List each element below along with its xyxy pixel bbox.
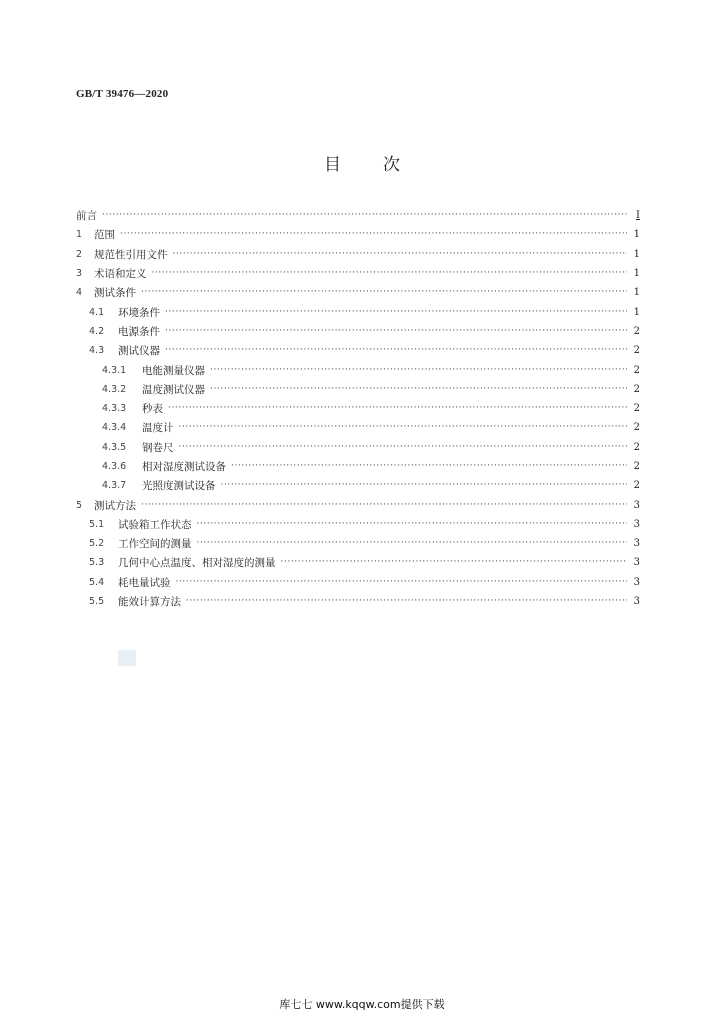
- toc-entry[interactable]: [76, 553, 640, 572]
- toc-entry[interactable]: [76, 283, 640, 302]
- toc-label: 术语和定义: [94, 268, 147, 281]
- toc-page-number: 2: [633, 441, 640, 453]
- toc-leader-dots: [176, 578, 628, 587]
- toc-number: 5.3: [89, 557, 105, 569]
- toc-title-char-1: 目: [324, 155, 341, 175]
- toc-page-number: 2: [633, 403, 640, 415]
- toc-leader-dots: [120, 230, 627, 239]
- toc-entry[interactable]: [76, 302, 640, 321]
- toc-entry[interactable]: [76, 418, 640, 437]
- toc-leader-dots: [168, 404, 627, 413]
- toc-entry[interactable]: [76, 225, 640, 244]
- toc-number: 4.3.2: [102, 383, 127, 395]
- toc-title: [0, 150, 724, 175]
- toc-page-number: 3: [633, 557, 640, 569]
- toc-page-number: 1: [633, 268, 640, 280]
- toc-label: 光照度测试设备: [142, 480, 216, 493]
- toc-leader-dots: [231, 462, 627, 471]
- toc-leader-dots: [221, 481, 628, 490]
- toc-number: 4.2: [89, 325, 105, 337]
- toc-entry[interactable]: [76, 264, 640, 283]
- toc-label: 温度测试仪器: [142, 383, 205, 396]
- toc-label: 温度计: [142, 422, 174, 435]
- toc-page-number: 3: [633, 576, 640, 588]
- toc-label: 测试条件: [94, 287, 136, 300]
- toc-entry[interactable]: [76, 592, 640, 611]
- toc-page-number: 1: [633, 287, 640, 299]
- toc-page-number: 3: [633, 518, 640, 530]
- toc-label: 试验箱工作状态: [118, 518, 192, 531]
- toc-label: 钢卷尺: [142, 441, 174, 454]
- toc-entry[interactable]: [76, 534, 640, 553]
- toc-label: 相对湿度测试设备: [142, 461, 226, 473]
- toc-page-number: 1: [633, 248, 640, 260]
- toc-leader-dots: [210, 366, 627, 375]
- toc-title-char-2: 次: [383, 155, 400, 175]
- toc-page-number: 2: [633, 422, 640, 434]
- toc-page-number: 2: [633, 325, 640, 337]
- toc-entry[interactable]: [76, 341, 640, 360]
- toc-page-number: 2: [633, 364, 640, 376]
- toc-leader-dots: [197, 520, 628, 529]
- toc-label: 能效计算方法: [118, 596, 181, 609]
- toc-label: 规范性引用文件: [94, 248, 168, 261]
- toc-number: 5.4: [89, 576, 105, 588]
- toc-leader-dots: [210, 385, 627, 394]
- toc-number: 4.3.3: [102, 403, 127, 415]
- toc-number: 4.3.5: [102, 441, 127, 453]
- toc-page-number: 3: [633, 538, 640, 550]
- toc-entry[interactable]: [76, 399, 640, 418]
- toc-leader-dots: [165, 327, 627, 336]
- toc-leader-dots: [179, 443, 628, 452]
- standard-code: GB/T 39476—2020: [76, 88, 169, 100]
- toc-leader-dots: [173, 250, 628, 259]
- toc-page-number: 2: [633, 480, 640, 492]
- toc-leader-dots: [141, 288, 627, 297]
- toc-number: 4.3.6: [102, 461, 127, 472]
- toc-label: 前言: [76, 210, 97, 223]
- toc-page-number: 3: [633, 499, 640, 511]
- toc-number: 4.3: [89, 345, 105, 357]
- toc-label: 范围: [94, 229, 115, 242]
- toc-label: 几何中心点温度、相对湿度的测量: [118, 557, 276, 570]
- toc-label: 环境条件: [118, 306, 160, 319]
- toc-entry[interactable]: [76, 457, 640, 476]
- toc-page-number: Ⅰ: [636, 210, 640, 222]
- toc-page-number: 1: [633, 306, 640, 318]
- toc-number: 4.3.4: [102, 422, 127, 434]
- toc-entry[interactable]: [76, 322, 640, 341]
- toc-entry[interactable]: [76, 495, 640, 514]
- footer-download-notice: 库七七 www.kqqw.com提供下载: [279, 998, 445, 1011]
- toc-label: 秒表: [142, 403, 163, 416]
- toc-number: 4.3.1: [102, 364, 127, 376]
- toc-number: 2: [76, 248, 83, 260]
- toc-leader-dots: [186, 597, 627, 606]
- toc-page-number: 1: [633, 229, 640, 241]
- toc-page-number: 2: [633, 461, 640, 472]
- toc-number: 1: [76, 229, 83, 241]
- toc-entry[interactable]: [76, 438, 640, 457]
- watermark-logo: [118, 650, 136, 666]
- toc-leader-dots: [165, 308, 627, 317]
- toc-label: 电能测量仪器: [142, 364, 205, 377]
- toc-number: 4.1: [89, 306, 105, 318]
- toc-leader-dots: [141, 501, 627, 510]
- toc-leader-dots: [197, 539, 628, 548]
- toc-number: 4: [76, 287, 83, 299]
- toc-entry[interactable]: [76, 476, 640, 495]
- toc-entry[interactable]: [76, 380, 640, 399]
- toc-number: 5.5: [89, 596, 105, 608]
- toc-leader-dots: [281, 558, 628, 567]
- toc-label: 电源条件: [118, 325, 160, 338]
- toc-entry[interactable]: [76, 245, 640, 264]
- toc-leader-dots: [152, 269, 628, 278]
- toc-entry[interactable]: [76, 360, 640, 379]
- toc-entry[interactable]: [76, 573, 640, 592]
- toc-number: 3: [76, 268, 83, 280]
- toc-number: 5.2: [89, 538, 105, 550]
- toc-number: 4.3.7: [102, 480, 127, 492]
- toc-page-number: 2: [633, 383, 640, 395]
- toc-number: 5.1: [89, 518, 105, 530]
- toc-leader-dots: [165, 346, 627, 355]
- toc-label: 测试仪器: [118, 345, 160, 358]
- toc-label: 测试方法: [94, 499, 136, 512]
- toc-label: 工作空间的测量: [118, 538, 192, 551]
- toc-entry[interactable]: [76, 515, 640, 534]
- toc-leader-dots: [179, 423, 628, 432]
- toc-page-number: 2: [633, 345, 640, 357]
- toc-label: 耗电量试验: [118, 576, 171, 589]
- toc-number: 5: [76, 499, 83, 511]
- toc-page-number: 3: [633, 596, 640, 608]
- toc-leader-dots: [102, 211, 627, 220]
- toc-entry-foreword[interactable]: [76, 206, 640, 225]
- table-of-contents: [76, 206, 640, 611]
